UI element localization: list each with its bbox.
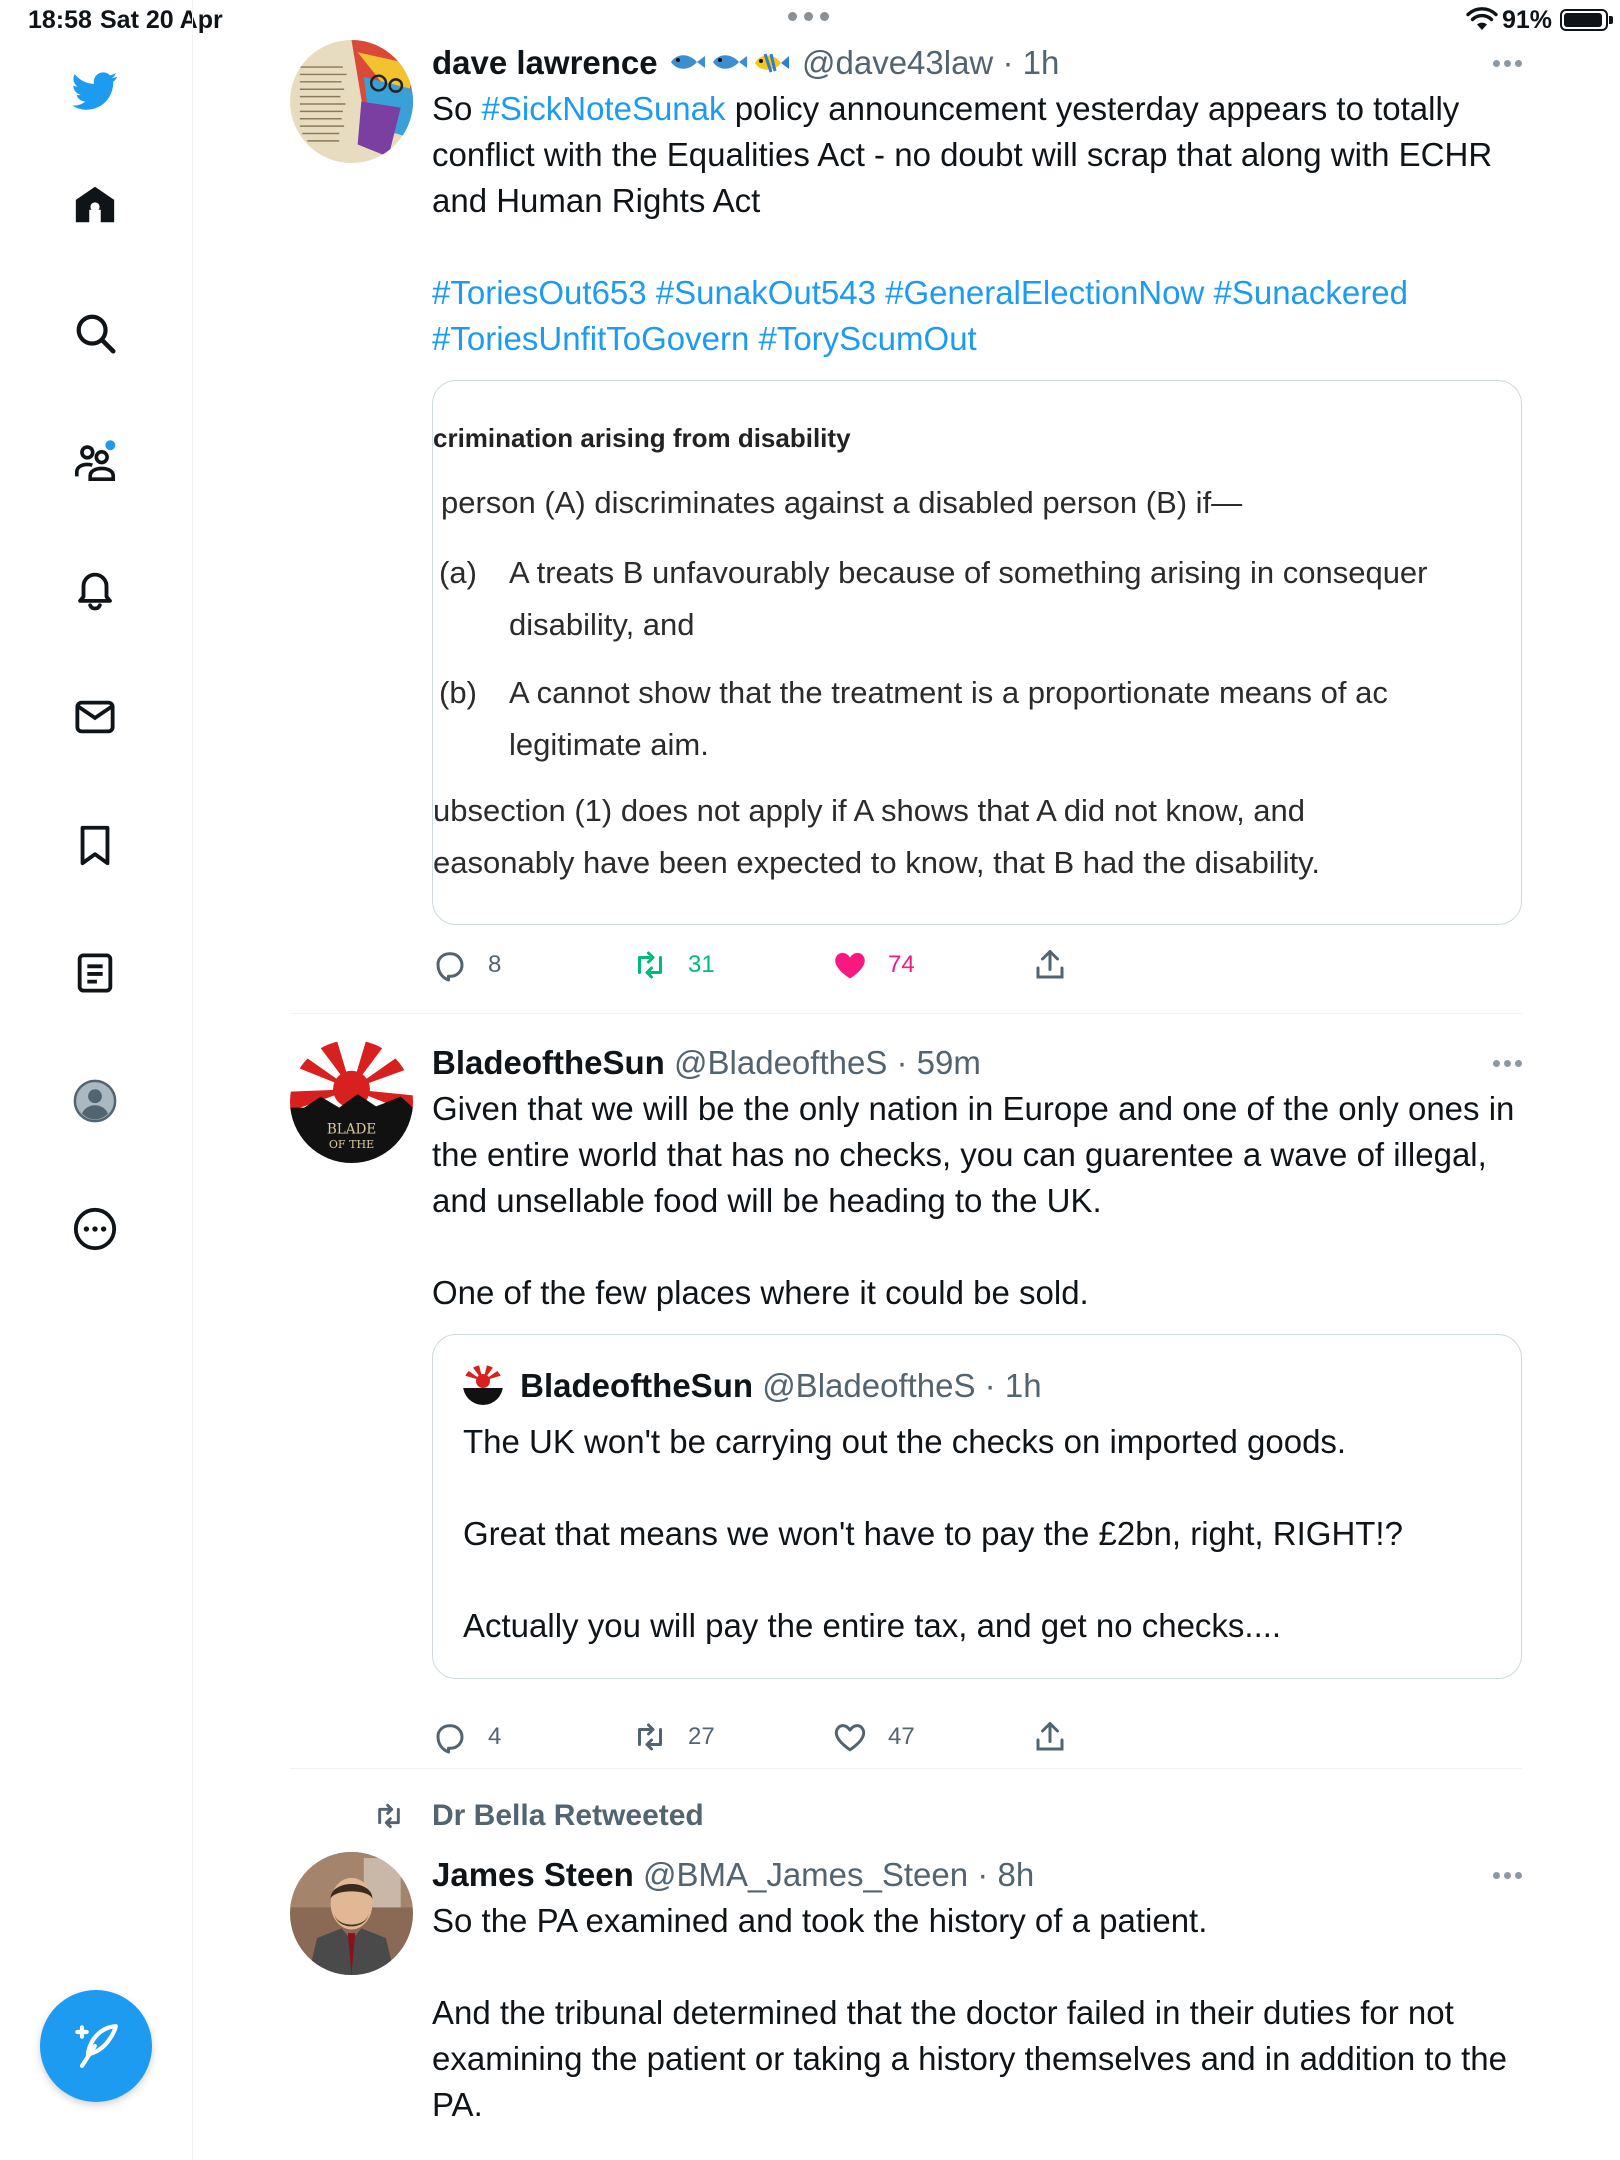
- retweet-count: 27: [688, 1723, 715, 1750]
- tropical-fish-icon: [751, 46, 791, 78]
- like-button[interactable]: [832, 1712, 915, 1762]
- share-button[interactable]: [1032, 940, 1068, 990]
- like-button[interactable]: [832, 940, 915, 990]
- more-options-icon[interactable]: [1493, 1852, 1522, 1898]
- reply-count: 4: [488, 1723, 502, 1750]
- quoted-tweet-header: BladeoftheSun @BladeoftheS · 1h: [463, 1363, 1042, 1409]
- image-text: legitimate aim.: [509, 727, 709, 762]
- notifications-icon[interactable]: [65, 559, 125, 619]
- tweet-actions: [432, 1712, 1132, 1762]
- compose-icon: [68, 2018, 124, 2074]
- bookmarks-icon[interactable]: [65, 815, 125, 875]
- wifi-icon: [1466, 6, 1498, 32]
- retweet-button[interactable]: [632, 1712, 715, 1762]
- quoted-author-handle: @BladeoftheS: [762, 1367, 976, 1404]
- profile-icon[interactable]: [65, 1071, 125, 1131]
- reply-button[interactable]: [432, 1712, 501, 1762]
- retweet-icon: [372, 1800, 406, 1832]
- heart-icon: [832, 1719, 868, 1755]
- share-button[interactable]: [1032, 1712, 1068, 1762]
- image-text: (b): [439, 675, 477, 710]
- author-name[interactable]: BladeoftheSun: [432, 1044, 665, 1081]
- image-heading: crimination arising from disability: [433, 423, 851, 453]
- retweet-icon: [632, 1719, 668, 1755]
- status-time: 18:58: [28, 6, 92, 34]
- tweet-header: dave lawrence @dave43law · 1h: [432, 40, 1522, 86]
- battery-icon: [1560, 9, 1608, 31]
- home-icon[interactable]: [65, 175, 125, 235]
- multitasking-dots-icon[interactable]: [788, 12, 829, 21]
- retweeted-label[interactable]: Dr Bella Retweeted: [432, 1796, 704, 1836]
- like-count: 74: [888, 951, 915, 978]
- svg-text:BLADE: BLADE: [326, 1121, 377, 1138]
- share-icon: [1032, 947, 1068, 983]
- quoted-author-name: BladeoftheSun: [520, 1367, 754, 1404]
- tweet-text: So #SickNoteSunak policy announcement yesterday appears to totally conflict with the Equalities Act - no doubt will scrap that along with ECHR and Human Rights Act: [432, 90, 1502, 219]
- tweet-header: BladeoftheSun @BladeoftheS · 59m: [432, 1040, 1522, 1086]
- image-text: A cannot show that the treatment is a proportionate means of ac: [509, 675, 1388, 710]
- retweet-count: 31: [688, 951, 715, 978]
- share-icon: [1032, 1719, 1068, 1755]
- communities-icon[interactable]: [65, 431, 125, 491]
- more-options-icon[interactable]: [1493, 40, 1522, 86]
- divider: [290, 1768, 1522, 1769]
- battery-percentage: 91%: [1502, 6, 1553, 34]
- avatar[interactable]: [290, 1852, 413, 1975]
- compose-button[interactable]: [40, 1990, 152, 2102]
- more-options-icon[interactable]: [1493, 1040, 1522, 1086]
- reply-icon: [432, 1719, 468, 1755]
- lists-icon[interactable]: [65, 943, 125, 1003]
- twitter-logo[interactable]: [65, 60, 125, 120]
- fish-icon: [709, 46, 749, 78]
- image-text: easonably have been expected to know, that B had the disability.: [433, 845, 1320, 880]
- reply-icon: [432, 947, 468, 983]
- quoted-tweet[interactable]: [432, 1334, 1522, 1679]
- hashtags-line[interactable]: #ToriesOut653 #SunakOut543 #GeneralElectionNow #Sunackered: [432, 274, 1408, 311]
- retweet-button[interactable]: [632, 940, 715, 990]
- reply-count: 8: [488, 951, 502, 978]
- search-icon[interactable]: [65, 303, 125, 363]
- hashtag-link[interactable]: #SickNoteSunak: [481, 90, 726, 127]
- name-emoji-fish-icons: [667, 44, 802, 81]
- image-text: disability, and: [509, 607, 695, 642]
- author-name[interactable]: James Steen: [432, 1856, 634, 1893]
- messages-icon[interactable]: [65, 687, 125, 747]
- tweet-image[interactable]: [432, 380, 1522, 925]
- image-text: person (A) discriminates against a disabled person (B) if—: [441, 485, 1243, 520]
- quoted-tweet-time: 1h: [1004, 1367, 1042, 1404]
- tweet-header: James Steen @BMA_James_Steen · 8h: [432, 1852, 1522, 1898]
- timeline[interactable]: [193, 40, 1620, 2160]
- hashtags-line[interactable]: #ToriesUnfitToGovern #ToryScumOut: [432, 320, 977, 357]
- image-text: ubsection (1) does not apply if A shows that A did not know, and: [433, 793, 1306, 828]
- tweet-time: 1h: [1022, 44, 1060, 81]
- sidebar: [0, 0, 193, 2160]
- author-name[interactable]: dave lawrence: [432, 44, 658, 81]
- image-text: (a): [439, 555, 477, 590]
- author-handle: @dave43law: [801, 44, 994, 81]
- svg-text:OF THE: OF THE: [328, 1138, 375, 1152]
- avatar[interactable]: [290, 1040, 413, 1163]
- divider: [290, 1013, 1522, 1014]
- quoted-avatar: [463, 1365, 503, 1405]
- more-icon[interactable]: [65, 1199, 125, 1259]
- author-handle: @BMA_James_Steen: [642, 1856, 969, 1893]
- tweet-text: Given that we will be the only nation in Europe and one of the only ones in the entire world that has no checks, you can guarentee a wave of illegal, and unsellable food will be heading to the UK. One of the few places where it could be sold.: [432, 1090, 1515, 1311]
- retweet-icon: [632, 947, 668, 983]
- avatar[interactable]: [290, 40, 413, 163]
- author-handle: @BladeoftheS: [674, 1044, 888, 1081]
- fish-icon: [667, 46, 707, 78]
- tweet-time: 59m: [916, 1044, 981, 1081]
- tweet-text: So the PA examined and took the history of a patient. And the tribunal determined that the doctor failed in their duties for not examining the patient or taking a history themselves and in addition to the PA.: [432, 1902, 1507, 2123]
- status-date: Sat 20 Apr: [100, 6, 223, 34]
- quoted-tweet-text: The UK won't be carrying out the checks on imported goods. Great that means we won't have to pay the £2bn, right, RIGHT!? Actually you will pay the entire tax, and get no checks....: [463, 1423, 1403, 1644]
- reply-button[interactable]: [432, 940, 501, 990]
- like-count: 47: [888, 1723, 915, 1750]
- tweet-actions: [432, 940, 1132, 990]
- heart-filled-icon: [832, 947, 868, 983]
- image-text: A treats B unfavourably because of something arising in consequer: [509, 555, 1428, 590]
- tweet-time: 8h: [997, 1856, 1035, 1893]
- status-bar: [0, 0, 1620, 40]
